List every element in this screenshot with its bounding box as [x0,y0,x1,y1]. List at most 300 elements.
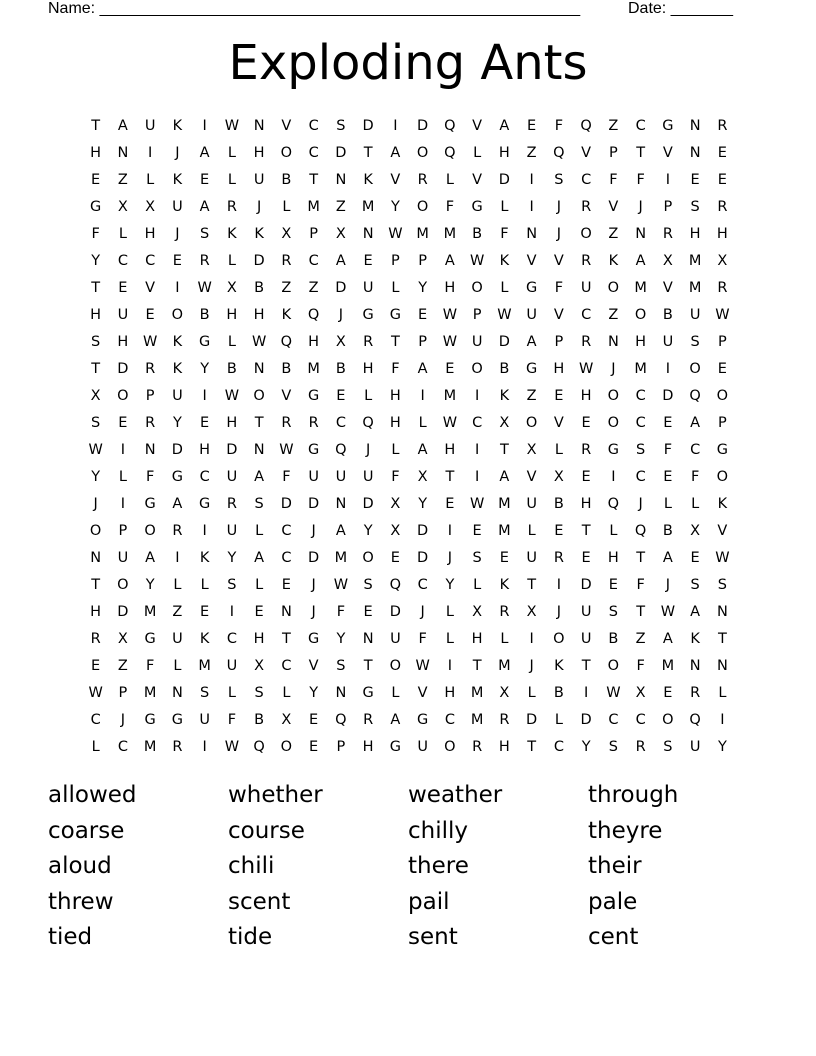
grid-letter: W [388,225,403,242]
grid-letter: O [580,225,592,242]
word-list-item: pail [408,888,450,915]
grid-letter: W [251,333,267,350]
grid-letter: M [498,495,511,512]
grid-letter: X [335,225,346,242]
grid-letter: O [416,198,429,215]
grid-letter: L [91,738,100,755]
grid-letter: X [90,387,101,404]
grid-letter: U [362,468,374,485]
grid-letter: A [145,549,156,566]
grid-letter: H [226,414,238,431]
grid-letter: G [199,333,211,350]
grid-letter: E [200,414,210,431]
grid-letter: C [281,657,292,674]
grid-letter: N [117,144,129,161]
grid-letter: V [717,522,728,539]
grid-letter: L [391,684,400,701]
grid-letter: L [255,576,264,593]
grid-letter: N [689,657,701,674]
grid-letter: F [690,468,700,485]
grid-letter: P [336,738,346,755]
grid-letter: G [526,360,538,377]
grid-letter: V [553,414,564,431]
grid-letter: K [499,252,510,269]
grid-row [82,409,736,436]
word-list-item: tied [48,924,93,950]
grid-letter: N [635,225,647,242]
grid-letter: T [91,360,101,377]
grid-letter: W [142,333,158,350]
grid-letter: X [662,252,673,269]
grid-letter: X [717,252,728,269]
grid-letter: E [717,360,727,377]
grid-letter: F [391,468,400,485]
word-list-item: sent [408,924,458,950]
grid-letter: I [556,576,562,593]
grid-letter: I [447,657,453,674]
grid-row [82,544,736,571]
grid-letter: I [529,198,534,215]
grid-letter: R [662,225,673,242]
grid-letter: S [91,333,101,350]
grid-letter: H [199,441,211,458]
grid-letter: G [90,198,102,215]
grid-letter: S [254,495,264,512]
grid-letter: G [389,306,401,323]
grid-letter: O [89,522,102,539]
grid-letter: M [143,603,157,620]
grid-letter: T [91,117,101,134]
grid-letter: R [717,117,728,134]
grid-letter: K [554,657,564,674]
grid-letter: Y [309,684,319,701]
grid-letter: M [661,657,675,674]
grid-letter: H [308,333,320,350]
grid-letter: I [229,603,235,620]
grid-letter: S [254,684,264,701]
grid-row [82,274,736,301]
grid-letter: B [662,306,673,323]
grid-letter: A [335,522,346,539]
grid-letter: Z [117,171,128,188]
grid-letter: Y [445,576,455,593]
grid-letter: J [529,657,534,674]
grid-letter: P [145,387,155,404]
grid-letter: R [363,711,374,728]
grid-letter: I [611,468,616,485]
grid-letter: C [226,630,237,647]
grid-letter: R [499,711,510,728]
grid-letter: U [417,738,428,755]
grid-letter: A [254,549,265,566]
grid-letter: J [447,549,453,566]
grid-letter: D [580,576,592,593]
grid-letter: E [145,306,155,323]
grid-letter: L [227,252,236,269]
grid-letter: H [607,549,619,566]
grid-letter: P [718,333,727,350]
grid-letter: D [417,522,429,539]
grid-letter: X [472,603,483,620]
grid-letter: C [145,252,156,269]
grid-letter: R [308,414,319,431]
grid-letter: J [638,495,643,512]
grid-letter: I [120,441,126,458]
grid-letter: M [334,549,348,566]
grid-letter: U [226,522,238,539]
grid-letter: A [526,333,537,350]
grid-letter: M [198,657,211,674]
grid-letter: U [226,657,238,674]
grid-letter: X [254,657,265,674]
grid-letter: L [663,495,672,512]
grid-letter: C [635,414,646,431]
grid-letter: A [444,252,455,269]
grid-letter: Z [526,387,537,404]
grid-letter: U [580,630,592,647]
grid-letter: R [226,495,237,512]
grid-letter: C [90,711,101,728]
word-list [48,778,768,956]
grid-letter: A [499,117,510,134]
grid-letter: F [554,117,564,134]
grid-letter: Q [280,333,293,350]
grid-letter: Y [227,549,237,566]
grid-row [82,220,736,247]
grid-letter: N [689,144,701,161]
grid-letter: E [527,117,537,134]
grid-letter: V [472,171,483,188]
grid-letter: E [499,549,509,566]
grid-letter: O [253,387,265,404]
grid-letter: R [417,171,428,188]
grid-letter: Z [281,279,292,296]
grid-letter: Q [444,117,456,134]
grid-letter: K [199,549,210,566]
grid-letter: E [445,360,455,377]
grid-row [82,733,736,760]
grid-letter: X [526,441,537,458]
grid-letter: R [581,252,592,269]
grid-letter: F [145,468,155,485]
grid-letter: H [90,603,102,620]
grid-letter: E [608,576,618,593]
grid-letter: L [282,198,291,215]
grid-letter: O [416,144,429,161]
grid-letter: R [581,333,592,350]
grid-letter: C [635,117,646,134]
grid-letter: H [226,306,238,323]
grid-letter: U [362,279,374,296]
grid-letter: G [362,684,374,701]
grid-letter: O [634,306,647,323]
grid-row [82,652,736,679]
grid-row [82,598,736,625]
grid-letter: B [608,630,619,647]
grid-letter: X [635,684,646,701]
grid-letter: R [199,252,210,269]
grid-letter: D [662,387,674,404]
grid-letter: E [554,387,564,404]
grid-letter: D [580,711,592,728]
grid-letter: L [500,630,509,647]
grid-letter: F [636,657,645,674]
grid-letter: W [88,441,103,458]
grid-letter: G [471,198,483,215]
grid-letter: H [144,225,156,242]
grid-letter: K [172,117,183,134]
grid-letter: A [390,711,401,728]
grid-letter: D [498,171,510,188]
grid-letter: P [118,684,128,701]
grid-letter: S [690,198,700,215]
grid-letter: H [580,495,592,512]
grid-letter: O [607,657,620,674]
grid-letter: M [498,657,511,674]
grid-letter: I [147,144,153,161]
grid-letter: T [91,576,101,593]
grid-letter: C [635,468,646,485]
grid-letter: H [253,306,265,323]
grid-letter: E [581,414,591,431]
grid-letter: R [553,549,564,566]
grid-letter: G [389,738,401,755]
grid-letter: V [308,657,319,674]
grid-letter: Z [608,225,619,242]
grid-letter: G [308,630,320,647]
grid-letter: U [471,333,483,350]
grid-letter: E [717,171,727,188]
grid-letter: D [226,441,238,458]
grid-letter: A [390,144,401,161]
grid-letter: J [556,198,562,215]
grid-letter: N [280,603,292,620]
grid-letter: R [145,360,156,377]
grid-letter: V [281,387,292,404]
grid-letter: U [580,603,592,620]
grid-letter: E [663,684,673,701]
grid-letter: P [718,414,727,431]
grid-letter: U [117,549,129,566]
grid-letter: W [279,441,294,458]
grid-letter: Y [145,576,155,593]
grid-letter: E [281,576,291,593]
grid-letter: S [663,738,673,755]
grid-letter: J [556,603,562,620]
grid-letter: Y [418,495,428,512]
grid-letter: E [172,252,182,269]
grid-letter: G [144,711,156,728]
grid-letter: F [282,468,291,485]
grid-letter: T [717,630,727,647]
grid-letter: B [553,684,564,701]
grid-letter: X [526,603,537,620]
grid-letter: Y [717,738,727,755]
grid-letter: I [665,360,671,377]
grid-letter: Y [200,360,210,377]
grid-letter: C [581,171,592,188]
grid-letter: Q [689,387,701,404]
grid-letter: W [469,252,485,269]
grid-letter: S [363,576,373,593]
grid-letter: Y [91,252,101,269]
grid-letter: N [253,441,265,458]
grid-row [82,355,736,382]
grid-letter: J [175,225,180,242]
grid-letter: F [145,657,155,674]
grid-letter: I [202,117,207,134]
word-list-item: threw [48,888,114,915]
name-field-label: Name: ______________________________________________________ [48,0,581,17]
grid-letter: Y [172,414,182,431]
word-list-item: there [408,853,469,879]
grid-letter: W [497,306,512,323]
grid-letter: N [335,495,347,512]
grid-letter: N [171,684,183,701]
grid-letter: R [472,738,483,755]
grid-letter: C [635,711,646,728]
grid-letter: K [254,225,264,242]
grid-letter: S [608,603,618,620]
grid-letter: O [389,657,402,674]
grid-letter: A [690,603,701,620]
grid-letter: J [665,576,671,593]
grid-letter: I [120,495,126,512]
grid-letter: V [553,306,564,323]
grid-letter: X [553,468,564,485]
grid-letter: H [444,279,456,296]
grid-letter: L [391,441,400,458]
grid-letter: P [554,333,564,350]
grid-letter: P [663,198,673,215]
grid-letter: M [688,252,702,269]
grid-letter: U [172,630,183,647]
grid-letter: E [200,171,210,188]
grid-letter: D [308,495,320,512]
grid-letter: L [200,576,209,593]
grid-letter: A [199,198,210,215]
grid-letter: Q [444,144,456,161]
grid-letter: L [227,684,236,701]
word-list-item: allowed [48,782,137,808]
grid-letter: T [636,549,646,566]
grid-letter: E [363,252,373,269]
grid-letter: P [418,252,427,269]
grid-letter: Y [363,522,373,539]
grid-letter: U [144,117,156,134]
grid-letter: E [581,468,591,485]
grid-letter: X [690,522,701,539]
grid-letter: T [636,603,646,620]
grid-letter: J [120,711,126,728]
grid-letter: Z [335,198,346,215]
grid-letter: L [445,603,454,620]
grid-letter: W [442,306,458,323]
grid-letter: I [665,171,671,188]
grid-letter: X [281,225,292,242]
grid-letter: Y [581,738,591,755]
grid-letter: A [662,630,673,647]
grid-letter: X [226,279,237,296]
grid-letter: B [662,522,673,539]
grid-letter: L [527,522,536,539]
grid-letter: R [281,414,292,431]
date-field-label: Date: _______ [628,0,733,17]
grid-letter: L [445,630,454,647]
grid-letter: J [311,576,316,593]
grid-letter: E [581,549,591,566]
grid-letter: M [634,360,647,377]
grid-letter: V [390,171,401,188]
grid-letter: X [335,333,346,350]
grid-letter: U [526,306,537,323]
grid-letter: O [444,738,456,755]
grid-letter: D [389,603,401,620]
grid-letter: Z [308,279,319,296]
word-list-item: scent [228,888,291,915]
grid-letter: J [311,603,316,620]
grid-letter: O [689,360,701,377]
grid-letter: E [118,414,128,431]
grid-letter: K [499,387,510,404]
grid-letter: A [254,468,265,485]
grid-letter: F [336,603,346,620]
grid-letter: S [200,684,210,701]
grid-letter: G [171,711,183,728]
word-list-item: chilly [408,817,469,844]
grid-letter: W [88,684,103,701]
grid-letter: G [362,306,374,323]
grid-letter: H [635,333,647,350]
grid-letter: I [474,441,480,458]
grid-letter: X [390,522,401,539]
grid-letter: M [307,198,320,215]
grid-letter: L [227,333,236,350]
grid-letter: X [281,711,292,728]
grid-letter: L [473,144,482,161]
grid-letter: E [472,522,482,539]
grid-row [82,517,736,544]
grid-letter: U [689,306,701,323]
grid-letter: Q [689,711,701,728]
grid-letter: T [445,468,455,485]
grid-letter: N [253,360,265,377]
grid-letter: K [717,495,728,512]
grid-letter: T [472,657,482,674]
grid-letter: B [335,360,346,377]
grid-letter: S [554,171,564,188]
grid-letter: T [254,414,264,431]
grid-letter: D [498,333,510,350]
grid-letter: Q [253,738,265,755]
grid-letter: F [391,360,400,377]
grid-letter: Z [635,630,646,647]
word-list-item: weather [408,782,503,808]
grid-letter: G [716,441,728,458]
grid-letter: H [253,144,265,161]
grid-letter: C [472,414,483,431]
grid-letter: T [390,333,400,350]
grid-letter: A [335,252,346,269]
grid-letter: D [253,252,265,269]
grid-letter: K [227,225,237,242]
grid-letter: I [175,279,180,296]
grid-letter: W [442,414,458,431]
grid-letter: I [720,711,725,728]
grid-row [82,463,736,490]
grid-letter: W [606,684,621,701]
grid-letter: D [117,360,129,377]
